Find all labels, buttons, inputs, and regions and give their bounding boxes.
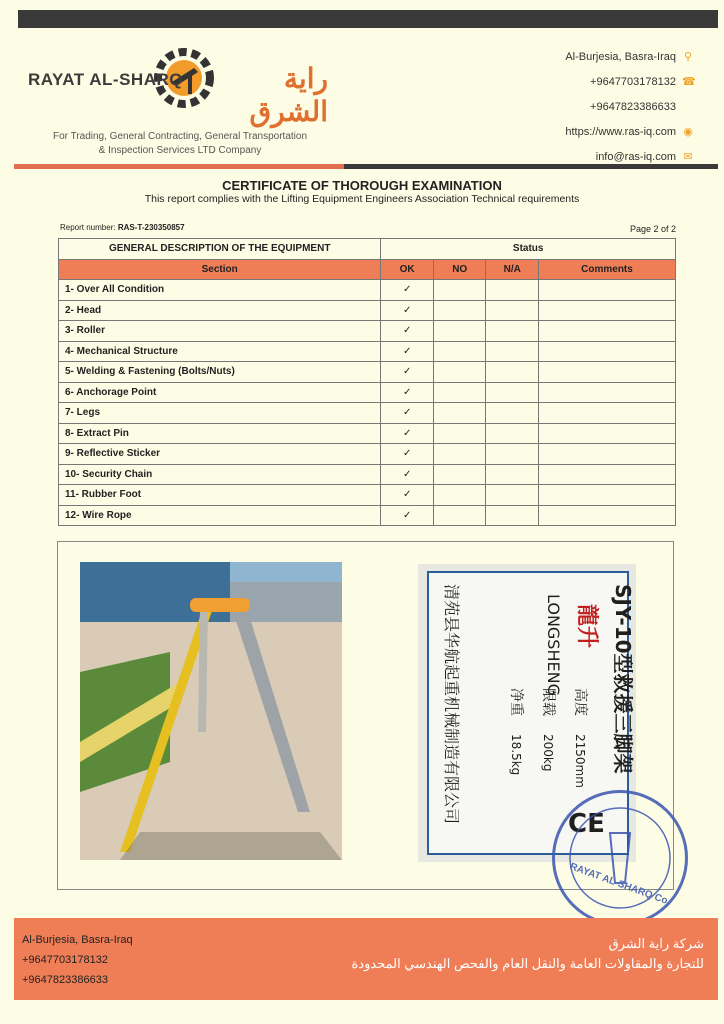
footer-contact: [22, 930, 133, 990]
header-divider-accent: [14, 164, 344, 169]
report-number: Report number: RAS-T-230350857: [60, 223, 185, 232]
row-ok-check: ✓: [381, 464, 434, 485]
row-comments: [538, 485, 675, 506]
row-ok-check: ✓: [381, 423, 434, 444]
row-section: 4- Mechanical Structure: [59, 341, 381, 362]
row-na: [486, 403, 539, 424]
row-section: 11- Rubber Foot: [59, 485, 381, 506]
row-no: [433, 505, 486, 526]
table-row: [59, 362, 676, 383]
row-ok-check: ✓: [381, 485, 434, 506]
table-row: [59, 423, 676, 444]
row-comments: [538, 321, 675, 342]
location-pin-icon: ⚲: [683, 50, 693, 63]
row-no: [433, 464, 486, 485]
col-na: N/A: [486, 259, 539, 280]
col-comments: Comments: [538, 259, 675, 280]
row-comments: [538, 505, 675, 526]
label-brand-en: LONGSHENG: [544, 594, 563, 696]
tagline-line-1: For Trading, General Contracting, General Transportation: [52, 131, 308, 142]
table-row: [59, 403, 676, 424]
footer: [14, 918, 718, 1000]
col-no: NO: [433, 259, 486, 280]
row-comments: [538, 280, 675, 301]
row-ok-check: ✓: [381, 300, 434, 321]
row-section: 2- Head: [59, 300, 381, 321]
footer-address: Al-Burjesia, Basra-Iraq: [22, 934, 133, 946]
row-ok-check: ✓: [381, 444, 434, 465]
row-na: [486, 362, 539, 383]
row-ok-check: ✓: [381, 362, 434, 383]
row-no: [433, 423, 486, 444]
label-model: SJY-10型救援三脚架: [611, 584, 635, 774]
phone-icon: ☎: [682, 75, 696, 88]
row-no: [433, 444, 486, 465]
row-ok-check: ✓: [381, 321, 434, 342]
row-comments: [538, 464, 675, 485]
contact-phone-2: +9647823386633: [590, 100, 676, 113]
table-row: [59, 280, 676, 301]
top-bar: [18, 10, 718, 28]
row-section: 8- Extract Pin: [59, 423, 381, 444]
footer-arabic: [352, 934, 705, 974]
contact-phone-1: +9647703178132 ☎: [590, 75, 696, 88]
row-na: [486, 341, 539, 362]
row-comments: [538, 403, 675, 424]
row-ok-check: ✓: [381, 382, 434, 403]
label-height-label: 高度: [572, 688, 588, 716]
label-load: 200kg: [541, 734, 555, 772]
row-na: [486, 300, 539, 321]
row-section: 7- Legs: [59, 403, 381, 424]
label-weight: 18.5kg: [509, 734, 523, 776]
table-row: [59, 464, 676, 485]
row-no: [433, 485, 486, 506]
table-row: [59, 300, 676, 321]
row-section: 6- Anchorage Point: [59, 382, 381, 403]
table-row: [59, 321, 676, 342]
row-section: 5- Welding & Fastening (Bolts/Nuts): [59, 362, 381, 383]
contact-website[interactable]: https://www.ras-iq.com ◉: [565, 125, 693, 138]
row-na: [486, 382, 539, 403]
row-na: [486, 485, 539, 506]
col-ok: OK: [381, 259, 434, 280]
group-header: GENERAL DESCRIPTION OF THE EQUIPMENT: [59, 239, 381, 260]
contact-block: [454, 44, 694, 169]
row-ok-check: ✓: [381, 505, 434, 526]
label-height: 2150mm: [573, 734, 587, 788]
row-na: [486, 505, 539, 526]
row-na: [486, 444, 539, 465]
table-row: [59, 485, 676, 506]
status-header: Status: [381, 239, 676, 260]
certificate-subtitle: This report complies with the Lifting Equipment Engineers Association Technical requirements: [144, 193, 580, 205]
col-section: Section: [59, 259, 381, 280]
certificate-title: CERTIFICATE OF THOROUGH EXAMINATION: [222, 178, 502, 193]
row-no: [433, 382, 486, 403]
label-load-label: 限载: [540, 688, 556, 716]
brand-name-en: RAYAT AL-SHARQ: [28, 70, 183, 89]
tagline-line-2: & Inspection Services LTD Company: [98, 145, 262, 156]
row-section: 9- Reflective Sticker: [59, 444, 381, 465]
row-no: [433, 341, 486, 362]
footer-ar-line-2: للتجارة والمقاولات العامة والنقل العام والفحص الهندسي المحدودة: [351, 956, 704, 971]
row-section: 12- Wire Rope: [59, 505, 381, 526]
row-section: 10- Security Chain: [59, 464, 381, 485]
table-row: [59, 341, 676, 362]
row-no: [433, 321, 486, 342]
table-row: [59, 505, 676, 526]
company-stamp: [552, 790, 688, 926]
stamp-text: RAYAT AL-SHARQ Co.: [568, 861, 672, 908]
label-maker: 清苑县华航起重机械制造有限公司: [442, 584, 461, 825]
label-brand-cn: 龍升: [574, 604, 599, 649]
mail-icon: ✉: [683, 150, 693, 163]
row-no: [433, 280, 486, 301]
company-logo: [28, 38, 328, 128]
equipment-table: [58, 238, 676, 526]
label-weight-label: 净重: [508, 688, 524, 716]
footer-phone-2: +9647823386633: [22, 974, 108, 986]
tripod-photo: [80, 562, 342, 860]
row-na: [486, 423, 539, 444]
table-row: [59, 382, 676, 403]
row-na: [486, 464, 539, 485]
row-section: 1- Over All Condition: [59, 280, 381, 301]
contact-address: Al-Burjesia, Basra-Iraq ⚲: [565, 50, 693, 63]
row-na: [486, 321, 539, 342]
row-na: [486, 280, 539, 301]
row-no: [433, 300, 486, 321]
ce-mark-icon: CE: [568, 809, 605, 839]
row-section: 3- Roller: [59, 321, 381, 342]
row-no: [433, 403, 486, 424]
brand-name-ar: راية الشرق: [249, 63, 328, 127]
contact-email[interactable]: info@ras-iq.com ✉: [595, 150, 693, 163]
company-tagline: [30, 130, 330, 158]
row-comments: [538, 423, 675, 444]
page-number: Page 2 of 2: [629, 224, 676, 234]
row-comments: [538, 444, 675, 465]
footer-phone-1: +9647703178132: [22, 954, 108, 966]
row-ok-check: ✓: [381, 403, 434, 424]
row-ok-check: ✓: [381, 341, 434, 362]
row-comments: [538, 341, 675, 362]
web-icon: ◉: [683, 125, 693, 138]
footer-ar-line-1: شركة راية الشرق: [608, 936, 704, 951]
row-comments: [538, 300, 675, 321]
row-no: [433, 362, 486, 383]
table-row: [59, 444, 676, 465]
row-comments: [538, 362, 675, 383]
row-comments: [538, 382, 675, 403]
row-ok-check: ✓: [381, 280, 434, 301]
